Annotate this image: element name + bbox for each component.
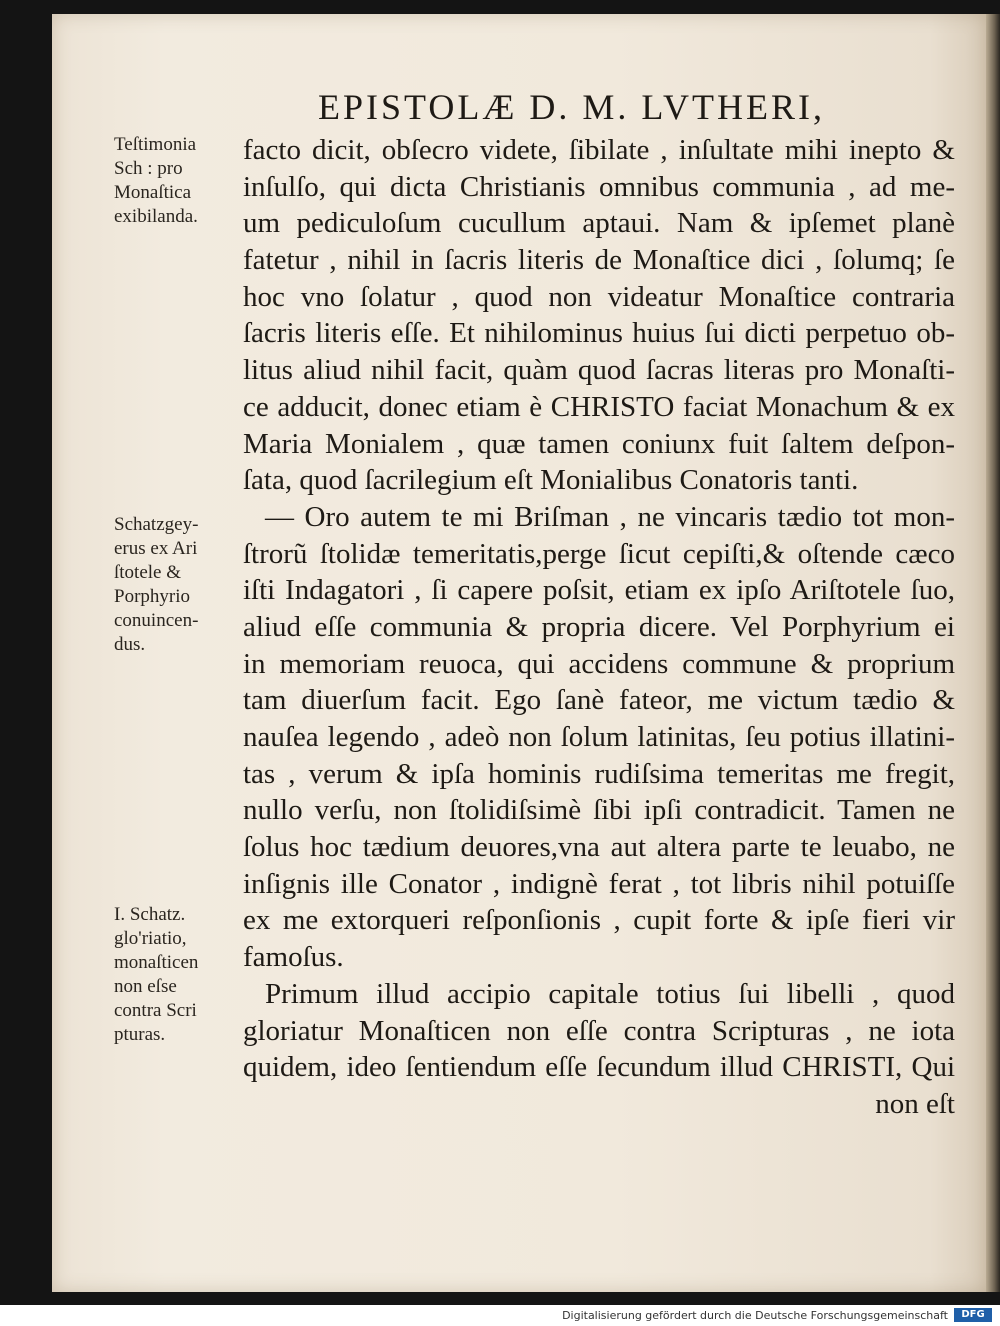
margin-note-line: Monaſtica [114,182,192,203]
funding-notice: Digitalisierung gefördert durch die Deutsche Forschungsgemeinschaft [562,1309,948,1322]
catchword: non eſt [875,1087,955,1120]
margin-note-line: Porphyrio [114,586,190,607]
main-text [243,132,955,1123]
text-line: hoc vno ſolatur , quod non videatur Monaſtice contraria [243,280,955,313]
margin-note-line: dus. [114,634,146,655]
text-line: ce adducit, donec etiam è CHRISTO faciat Monachum & ex [243,390,955,423]
running-head: EPISTOLÆ D. M. LVTHERI, [318,87,826,127]
dfg-logo: DFG [954,1308,992,1322]
margin-note-line: I. Schatz. [114,904,186,925]
text-line: tas , verum & ipſa hominis rudiſsima temeritas me fregit, [243,757,955,790]
margin-note-line: pturas. [114,1024,166,1045]
margin-note-line: Teſtimonia [114,134,197,155]
page-edge [986,14,1000,1292]
text-line: aliud eſſe communia & propria dicere. Vel Porphyrium ei [243,610,955,643]
text-line: famoſus. [243,941,344,974]
margin-note-line: Sch : pro [114,158,183,179]
text-line: ex me extorqueri reſponſionis , cupit forte & ipſe fieri vir [243,904,955,937]
text-line: ſata, quod ſacrilegium eſt Monialibus Conatoris tanti. [243,464,859,497]
text-line: fatetur , nihil in ſacris literis de Monaſtice dici , ſolumq; ſe [243,244,955,277]
text-line: facto dicit, obſecro videte, ſibilate , inſultate mihi inepto & [243,134,955,166]
margin-note-line: contra Scri [114,1000,197,1021]
margin-note-schatzgeyerus [114,513,198,657]
margin-note-line: conuincen- [114,610,199,631]
margin-note-line: non eſse [114,976,177,997]
text-line: Primum illud accipio capitale totius ſui libelli , quod [265,977,955,1010]
text-line: inſulſo, qui dicta Christianis omnibus communia , ad me- [243,170,955,203]
text-line: ſolus hoc tædium deuores,vna aut altera parte te leuabo, ne [243,831,955,864]
text-line: in memoriam reuoca, qui accidens commune & proprium [243,647,955,680]
text-line: iſti Indagatori , ſi capere poſsit, etiam ex ipſo Ariſtotele ſuo, [243,574,955,607]
text-line: tam diuerſum facit. Ego ſanè fateor, me victum tædio & [243,684,955,717]
text-line: ſacris literis eſſe. Et nihilominus huius ſui dicti perpetuo ob- [243,317,955,350]
text-line: um pediculoſum cucullum aptaui. Nam & ipſemet planè [243,207,955,240]
margin-note-line: ſtotele & [114,562,182,583]
margin-note-line: erus ex Ari [114,538,198,559]
margin-note-testimonia [114,133,198,229]
text-line: — Oro autem te mi Briſman , ne vincaris tædio tot mon- [265,500,955,533]
margin-note-line: Schatzgey- [114,514,199,535]
text-line: inſignis ille Conator , indignè ferat , tot libris nihil potuiſſe [243,867,955,900]
text-line: Maria Monialem , quæ tamen coniunx fuit ſaltem deſpon- [243,427,955,460]
text-line: ſtrorũ ſtolidæ temeritatis,perge ſicut cepiſti,& oſtende cæco [243,537,955,570]
margin-note-line: glo'riatio, [114,928,187,949]
text-line: nullo verſu, non ſtolidiſsimè ſibi ipſi contradicit. Tamen ne [243,794,955,827]
text-line: litus aliud nihil facit, quàm quod ſacras literas pro Monaſti- [243,354,955,387]
text-line: gloriatur Monaſticen non eſſe contra Scripturas , ne iota [243,1014,955,1047]
margin-note-line: monaſticen [114,952,199,973]
margin-note-line: exibilanda. [114,206,198,227]
margin-note-gloriatio [114,903,198,1047]
text-line: nauſea legendo , adeò non ſolum latinitas, ſeu potius illatini- [243,721,955,753]
text-line: quidem, ideo ſentiendum eſſe ſecundum illud CHRISTI, Qui [243,1051,955,1084]
